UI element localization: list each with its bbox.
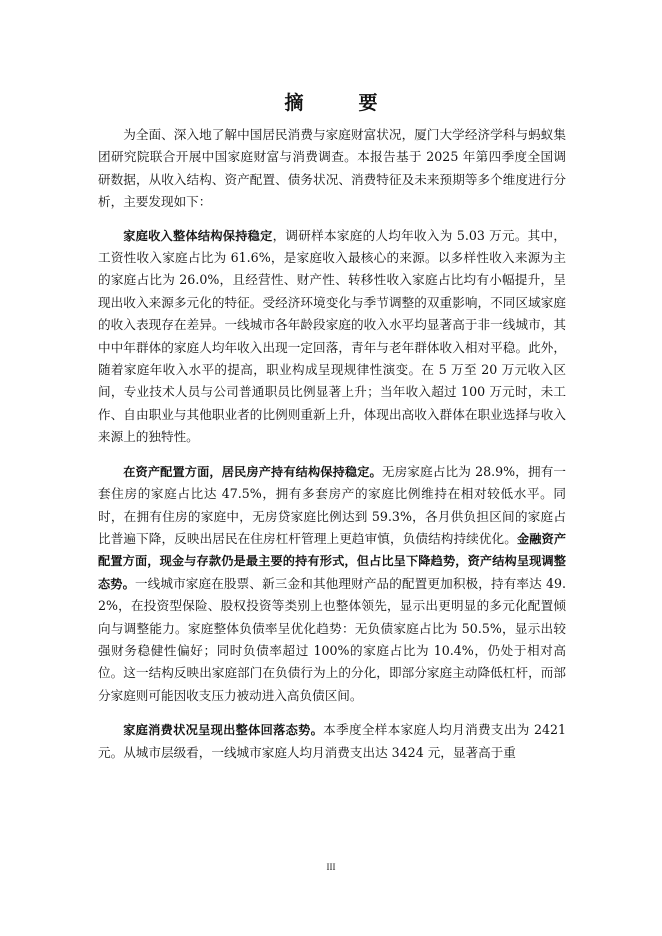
- asset-paragraph: [98, 461, 566, 707]
- intro-paragraph: [98, 124, 566, 214]
- income-paragraph: [98, 225, 566, 449]
- income-text: ，调研样本家庭的人均年收入为 5.03 万元。其中，工资性收入家庭占比为 61.6%，是家庭收入最核心的来源。以多样性收入来源为主的家庭占比为 26.0%，且经营性、财产性、转移性收入家庭占比均有小幅提升，呈现出收入来源多元化的特征。受经济环境变化与季节调整的双重影响，不同区域家庭的收入表现存在差异。一线城市各年龄段家庭的收入水平均显著高于非一线城市，其中中年群体的家庭人均年收入出现一定回落，青年与老年群体收入相对平稳。此外，随着家庭年收入水平的提高，职业构成呈现规律性演变。在 5 万至 20 万元收入区间，专业技术人员与公司普通职员比例显著上升；当年收入超过 100 万元时，未工作、自由职业与其他职业者的比例则重新上升，体现出高收入群体在职业选择与收入来源上的独特性。: [98, 227, 566, 445]
- consumption-paragraph: [98, 719, 566, 764]
- asset-text: 无房家庭占比为 28.9%，拥有一套住房的家庭占比达 47.5%，拥有多套房产的家庭比例维持在相对较低水平。同时，在拥有住房的家庭中，无房贷家庭比例达到 59.3%，各月供负担区间的家庭占比普遍下降，反映出居民在住房杠杆管理上更趋审慎，负债结构持续优化。: [98, 463, 567, 546]
- financial-asset-text: 一线城市家庭在股票、新三金和其他理财产品的配置更加积极，持有率达 49.2%，在投资型保险、股权投资等类别上也整体领先，显示出更明显的多元化配置倾向与调整能力。家庭整体负债率呈优化趋势：无负债家庭占比为 50.5%，显示出较强财务稳健性偏好；同时负债率超过 100%的家庭占比为 10.4%，仍处于相对高位。这一结构反映出家庭部门在负债行为上的分化，即部分家庭主动降低杠杆，而部分家庭则可能因收支压力被动进入高负债区间。: [98, 575, 566, 703]
- document-body: [98, 124, 566, 764]
- income-heading: 家庭收入整体结构保持稳定: [123, 228, 273, 243]
- asset-heading: 在资产配置方面，居民房产持有结构保持稳定。: [123, 464, 382, 479]
- consumption-heading: 家庭消费状况呈现出整体回落态势。: [123, 723, 324, 738]
- page-number: III: [326, 862, 336, 872]
- page-title: 摘 要: [284, 92, 396, 114]
- intro-text: 为全面、深入地了解中国居民消费与家庭财富状况，厦门大学经济学科与蚂蚁集团研究院联合开展中国家庭财富与消费调查。本报告基于 2025 年第四季度全国调研数据，从收入结构、资产配置、债务状况、消费特征及未来预期等多个维度进行分析，主要发现如下：: [98, 127, 566, 210]
- consumption-text: 本季度全样本家庭人均月消费支出为 2421 元。从城市层级看，一线城市家庭人均月消费支出达 3424 元，显著高于重: [98, 722, 567, 760]
- financial-asset-heading: 金融资产配置方面，现金与存款仍是最主要的持有形式，但占比呈下降趋势，资产结构呈现调整态势。: [98, 531, 567, 591]
